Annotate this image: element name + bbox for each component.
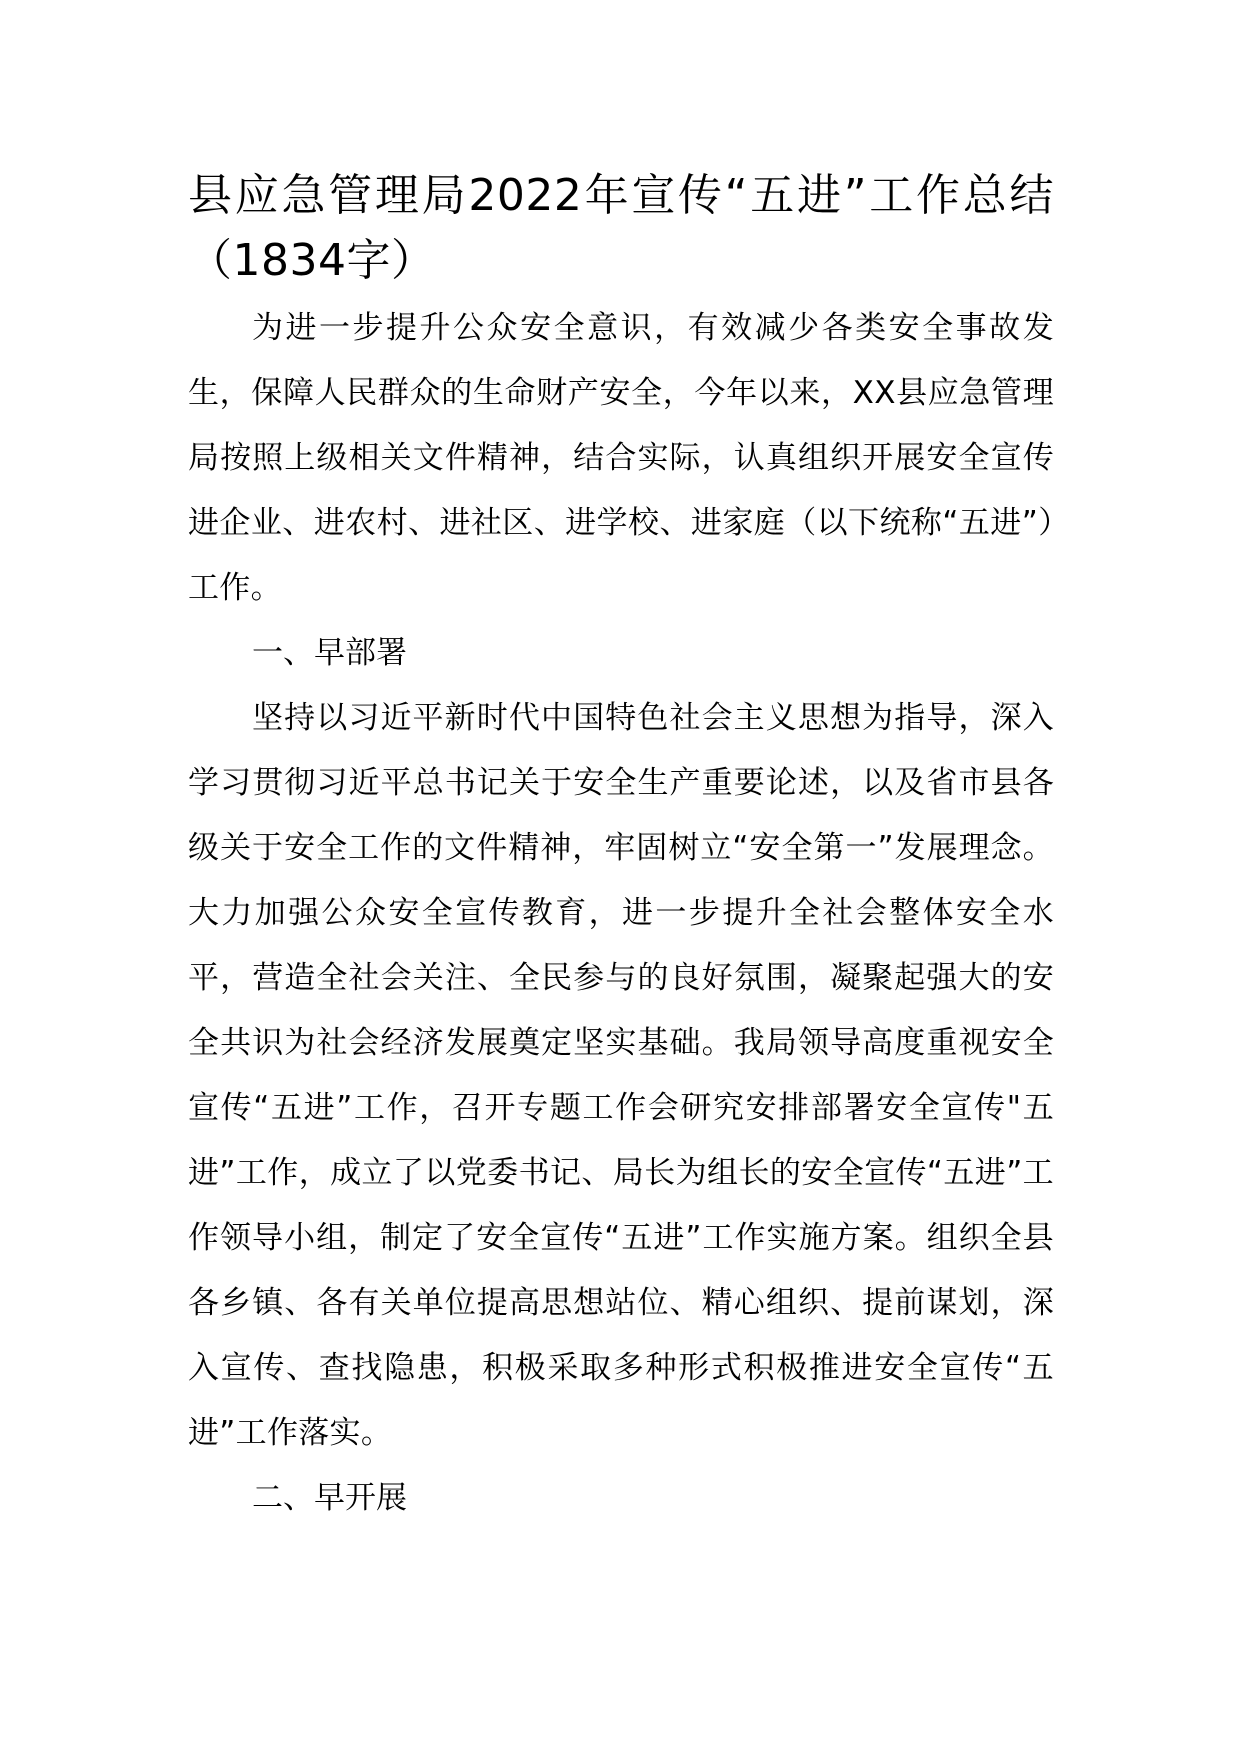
section-heading-1: 一、早部署 — [252, 635, 407, 671]
document-page — [188, 0, 1054, 1754]
section-1-paragraph: 坚持以习近平新时代中国特色社会主义思想为指导，深入学习贯彻习近平总书记关于安全生产重要论述，以及省市县各级关于安全工作的文件精神，牢固树立“安全第一”发展理念。大力加强公众安全宣传教育，进一步提升全社会整体安全水平，营造全社会关注、全民参与的良好氛围，凝聚起强大的安全共识为社会经济发展奠定坚实基础。我局领导高度重视安全宣传“五进”工作，召开专题工作会研究安排部署安全宣传"五进”工作，成立了以党委书记、局长为组长的安全宣传“五进”工作领导小组，制定了安全宣传“五进”工作实施方案。组织全县各乡镇、各有关单位提高思想站位、精心组织、提前谋划，深入宣传、查找隐患，积极采取多种形式积极推进安全宣传“五进”工作落实。 — [188, 700, 1054, 1451]
document-body — [188, 296, 1054, 1531]
document-title: 县应急管理局2022年宣传“五进”工作总结（1834字） — [188, 170, 1054, 286]
section-heading-2: 二、早开展 — [252, 1480, 407, 1516]
intro-paragraph: 为进一步提升公众安全意识，有效减少各类安全事故发生，保障人民群众的生命财产安全，今年以来，XX县应急管理局按照上级相关文件精神，结合实际，认真组织开展安全宣传进企业、进农村、进社区、进学校、进家庭（以下统称“五进”）工作。 — [188, 310, 1054, 606]
